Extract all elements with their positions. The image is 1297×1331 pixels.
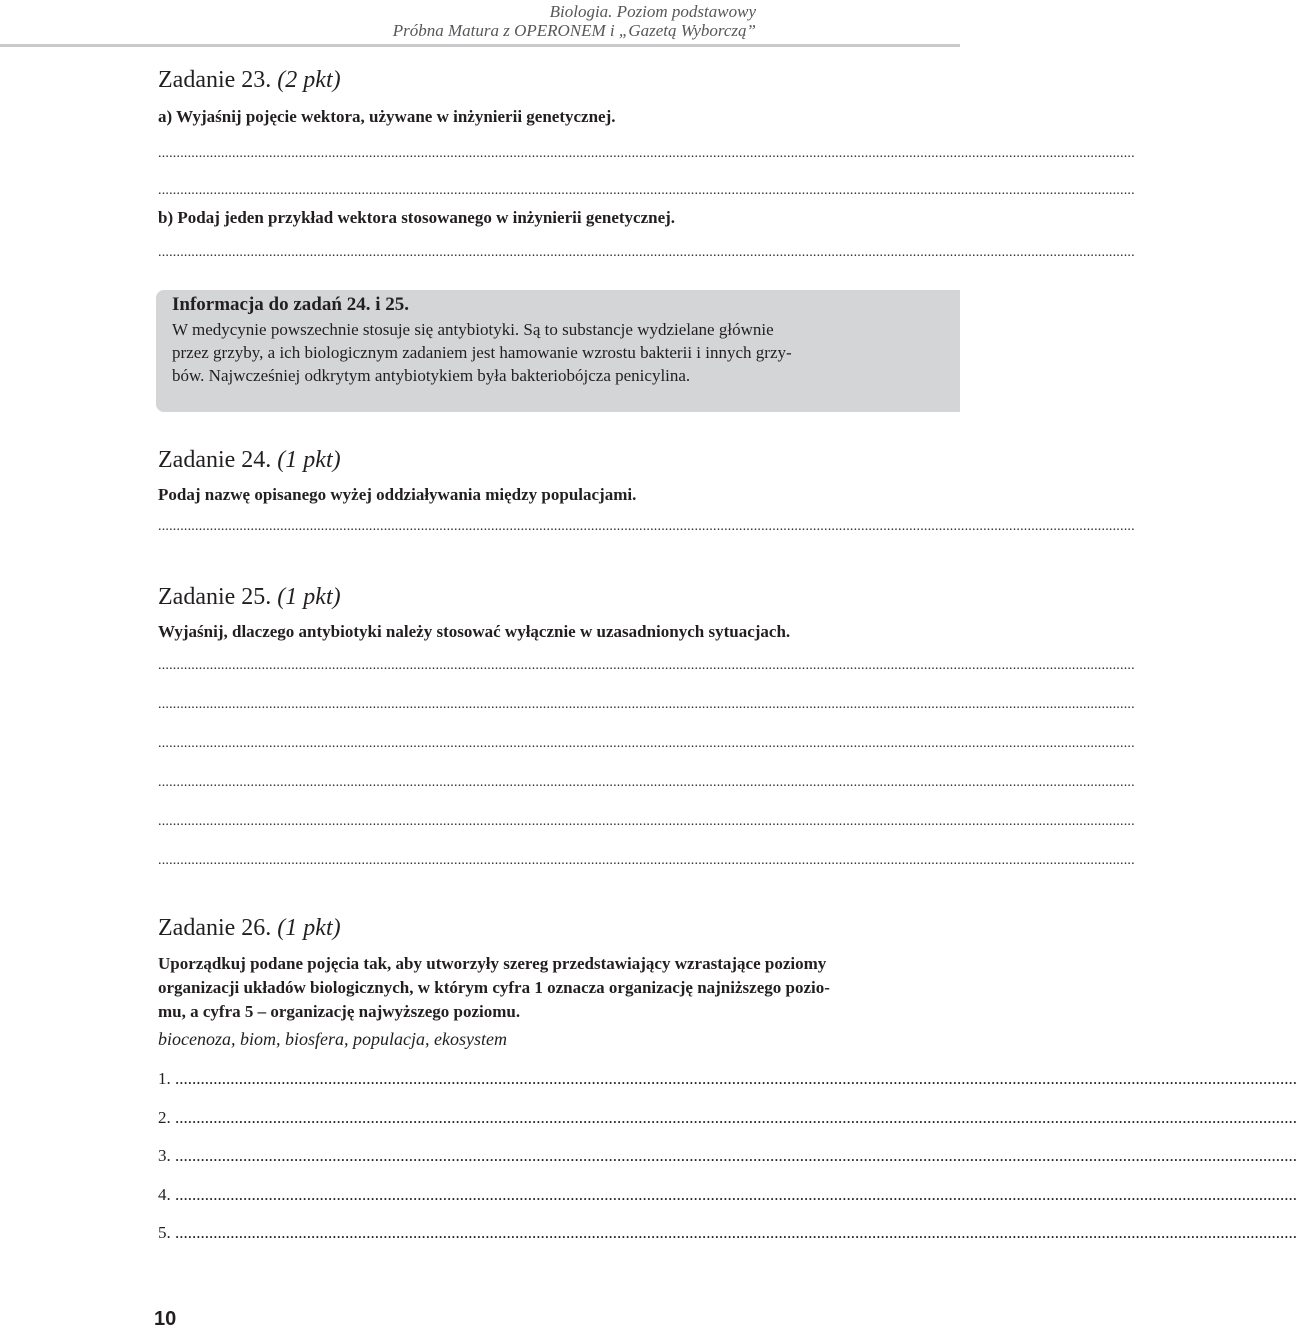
task-25-title: Zadanie 25. (158, 584, 272, 610)
answer-line[interactable]: ........................................................................................................................................................................................................................................................................ (158, 183, 1135, 198)
page-number: 10 (154, 1308, 177, 1330)
header-subject: Biologia. Poziom podstawowy (549, 2, 756, 21)
info-box (156, 290, 960, 412)
header-rule (0, 44, 960, 47)
info-text (172, 318, 962, 387)
ordered-answer-3[interactable] (158, 1146, 1297, 1166)
task-24-points: (1 pkt) (277, 447, 341, 473)
info-line: bów. Najwcześniej odkrytym antybiotykiem była bakteriobójcza penicylina. (172, 366, 691, 385)
task-24-question: Podaj nazwę opisanego wyżej oddziaływania między populacjami. (158, 485, 637, 504)
answer-dots[interactable]: ........................................................................................................................................................................................................................................................................ (175, 1185, 1297, 1204)
answer-number: 3. (158, 1146, 171, 1165)
answer-number: 5. (158, 1223, 171, 1242)
task-23a-question: a) Wyjaśnij pojęcie wektora, używane w inżynierii genetycznej. (158, 107, 616, 126)
task-26-question (158, 952, 960, 1024)
answer-line[interactable]: ........................................................................................................................................................................................................................................................................ (158, 658, 1135, 673)
info-line: przez grzyby, a ich biologicznym zadaniem jest hamowanie wzrostu bakterii i innych grzy- (172, 343, 792, 362)
task-23b-question: b) Podaj jeden przykład wektora stosowanego w inżynierii genetycznej. (158, 208, 676, 227)
task-24-title: Zadanie 24. (158, 447, 272, 473)
answer-line[interactable]: ........................................................................................................................................................................................................................................................................ (158, 146, 1135, 161)
task-26-heading (158, 914, 341, 942)
answer-number: 1. (158, 1069, 171, 1088)
ordered-answer-4[interactable] (158, 1185, 1297, 1205)
task-24-heading (158, 446, 341, 474)
task-25-question: Wyjaśnij, dlaczego antybiotyki należy stosować wyłącznie w uzasadnionych sytuacjach. (158, 622, 791, 641)
info-line: W medycynie powszechnie stosuje się antybiotyki. Są to substancje wydzielane głównie (172, 320, 774, 339)
answer-dots[interactable]: ........................................................................................................................................................................................................................................................................ (175, 1223, 1297, 1242)
ordered-answer-2[interactable] (158, 1108, 1297, 1128)
task-26-points: (1 pkt) (277, 915, 341, 941)
answer-line[interactable]: ........................................................................................................................................................................................................................................................................ (158, 775, 1135, 790)
header-exam-name: Próbna Matura z OPERONEM i „Gazetą Wyborczą” (392, 21, 756, 40)
answer-line[interactable]: ........................................................................................................................................................................................................................................................................ (158, 814, 1135, 829)
concepts-list: biocenoza, biom, biosfera, populacja, ekosystem (158, 1029, 507, 1049)
task-25-heading (158, 583, 341, 611)
answer-dots[interactable]: ........................................................................................................................................................................................................................................................................ (175, 1146, 1297, 1165)
answer-line[interactable]: ........................................................................................................................................................................................................................................................................ (158, 519, 1135, 534)
answer-line[interactable]: ........................................................................................................................................................................................................................................................................ (158, 697, 1135, 712)
info-title: Informacja do zadań 24. i 25. (172, 294, 409, 315)
task-26-title: Zadanie 26. (158, 915, 272, 941)
answer-number: 2. (158, 1108, 171, 1127)
task-26-question-line: Uporządkuj podane pojęcia tak, aby utworzyły szereg przedstawiający wzrastające poziomy (158, 954, 827, 973)
task-23-title: Zadanie 23. (158, 67, 272, 93)
ordered-answer-1[interactable] (158, 1069, 1297, 1089)
task-26-question-line: organizacji układów biologicznych, w którym cyfra 1 oznacza organizację najniższego pozio- (158, 978, 830, 997)
answer-line[interactable]: ........................................................................................................................................................................................................................................................................ (158, 736, 1135, 751)
task-25-points: (1 pkt) (277, 584, 341, 610)
ordered-answer-5[interactable] (158, 1223, 1297, 1243)
answer-dots[interactable]: ........................................................................................................................................................................................................................................................................ (175, 1108, 1297, 1127)
task-23-heading (158, 66, 341, 94)
task-26-question-line: mu, a cyfra 5 – organizację najwyższego poziomu. (158, 1002, 521, 1021)
answer-line[interactable]: ........................................................................................................................................................................................................................................................................ (158, 245, 1135, 260)
answer-line[interactable]: ........................................................................................................................................................................................................................................................................ (158, 853, 1135, 868)
answer-dots[interactable]: ........................................................................................................................................................................................................................................................................ (175, 1069, 1297, 1088)
answer-number: 4. (158, 1185, 171, 1204)
task-23-points: (2 pkt) (277, 67, 341, 93)
